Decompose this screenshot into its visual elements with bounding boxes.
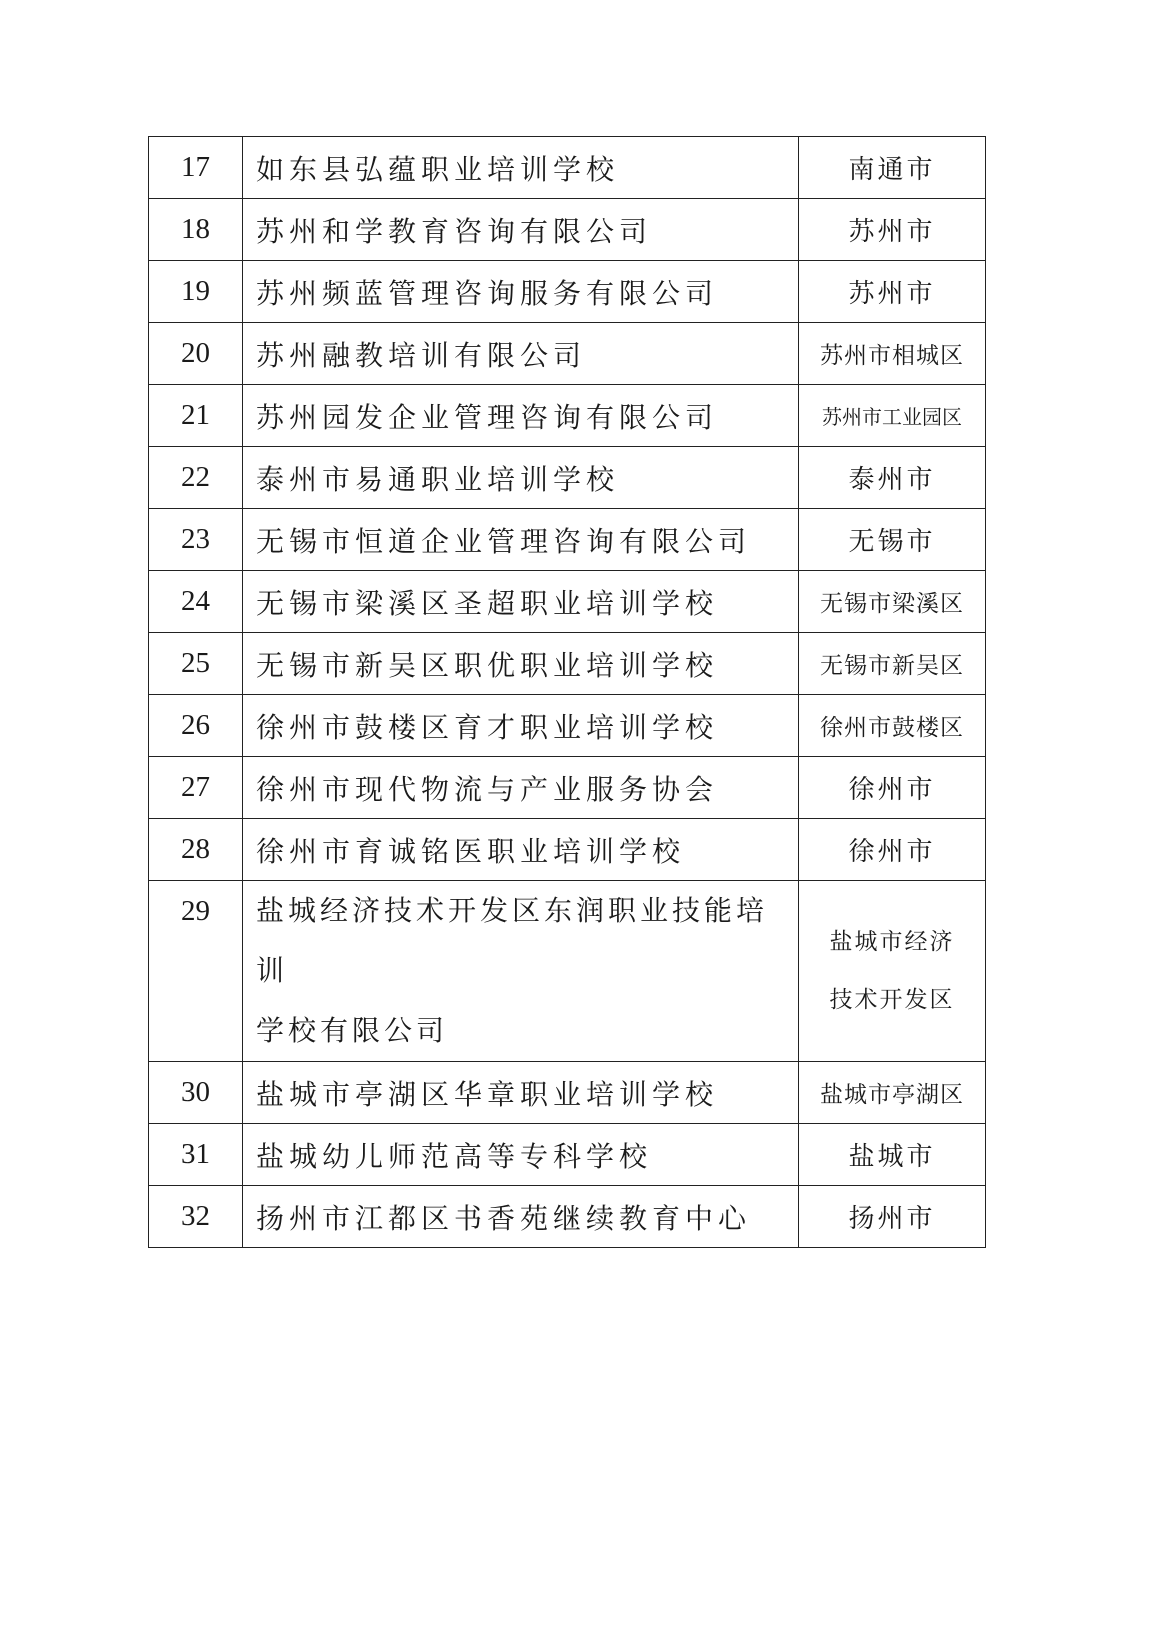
region: 徐州市鼓楼区 xyxy=(799,695,986,757)
organization-name-line: 学校有限公司 xyxy=(256,1014,449,1047)
row-number: 27 xyxy=(149,757,243,819)
table-row xyxy=(149,633,986,695)
region: 苏州市 xyxy=(799,199,986,261)
region: 苏州市相城区 xyxy=(799,323,986,385)
row-number: 21 xyxy=(149,385,243,447)
organization-name: 苏州园发企业管理咨询有限公司 xyxy=(243,385,799,447)
organization-name xyxy=(243,881,799,1062)
region-line: 盐城市经济 xyxy=(829,929,955,955)
region: 无锡市 xyxy=(799,509,986,571)
organization-name: 无锡市恒道企业管理咨询有限公司 xyxy=(243,509,799,571)
region: 扬州市 xyxy=(799,1186,986,1248)
row-number: 20 xyxy=(149,323,243,385)
region: 泰州市 xyxy=(799,447,986,509)
table-row xyxy=(149,137,986,199)
row-number: 24 xyxy=(149,571,243,633)
organization-name: 盐城幼儿师范高等专科学校 xyxy=(243,1124,799,1186)
row-number: 30 xyxy=(149,1062,243,1124)
table-row xyxy=(149,1124,986,1186)
table-row xyxy=(149,1062,986,1124)
organization-name: 如东县弘蕴职业培训学校 xyxy=(243,137,799,199)
table-row xyxy=(149,571,986,633)
region: 盐城市亭湖区 xyxy=(799,1062,986,1124)
table-row xyxy=(149,199,986,261)
table-row xyxy=(149,261,986,323)
region: 无锡市新吴区 xyxy=(799,633,986,695)
region: 南通市 xyxy=(799,137,986,199)
table-row xyxy=(149,757,986,819)
table-row xyxy=(149,1186,986,1248)
row-number: 18 xyxy=(149,199,243,261)
row-number: 22 xyxy=(149,447,243,509)
table-row xyxy=(149,323,986,385)
organization-name: 苏州融教培训有限公司 xyxy=(243,323,799,385)
region xyxy=(799,881,986,1062)
row-number: 19 xyxy=(149,261,243,323)
region-line: 技术开发区 xyxy=(829,987,955,1013)
organization-name: 泰州市易通职业培训学校 xyxy=(243,447,799,509)
organization-name: 苏州和学教育咨询有限公司 xyxy=(243,199,799,261)
table-row xyxy=(149,819,986,881)
organization-name: 盐城市亭湖区华章职业培训学校 xyxy=(243,1062,799,1124)
row-number: 25 xyxy=(149,633,243,695)
region: 无锡市梁溪区 xyxy=(799,571,986,633)
organization-name: 徐州市现代物流与产业服务协会 xyxy=(243,757,799,819)
row-number: 29 xyxy=(149,881,243,1062)
row-number: 23 xyxy=(149,509,243,571)
organization-table xyxy=(148,136,986,1248)
region: 苏州市工业园区 xyxy=(799,385,986,447)
table-row xyxy=(149,509,986,571)
row-number: 26 xyxy=(149,695,243,757)
region: 苏州市 xyxy=(799,261,986,323)
row-number: 32 xyxy=(149,1186,243,1248)
table-row xyxy=(149,881,986,1062)
row-number: 17 xyxy=(149,137,243,199)
organization-name: 苏州频蓝管理咨询服务有限公司 xyxy=(243,261,799,323)
region: 盐城市 xyxy=(799,1124,986,1186)
region: 徐州市 xyxy=(799,757,986,819)
organization-name: 无锡市梁溪区圣超职业培训学校 xyxy=(243,571,799,633)
organization-name: 徐州市鼓楼区育才职业培训学校 xyxy=(243,695,799,757)
organization-name: 扬州市江都区书香苑继续教育中心 xyxy=(243,1186,799,1248)
organization-name: 无锡市新吴区职优职业培训学校 xyxy=(243,633,799,695)
region: 徐州市 xyxy=(799,819,986,881)
organization-name-line: 盐城经济技术开发区东润职业技能培训 xyxy=(256,894,769,987)
row-number: 28 xyxy=(149,819,243,881)
row-number: 31 xyxy=(149,1124,243,1186)
organization-name: 徐州市育诚铭医职业培训学校 xyxy=(243,819,799,881)
table-row xyxy=(149,447,986,509)
table-row xyxy=(149,695,986,757)
table-row xyxy=(149,385,986,447)
